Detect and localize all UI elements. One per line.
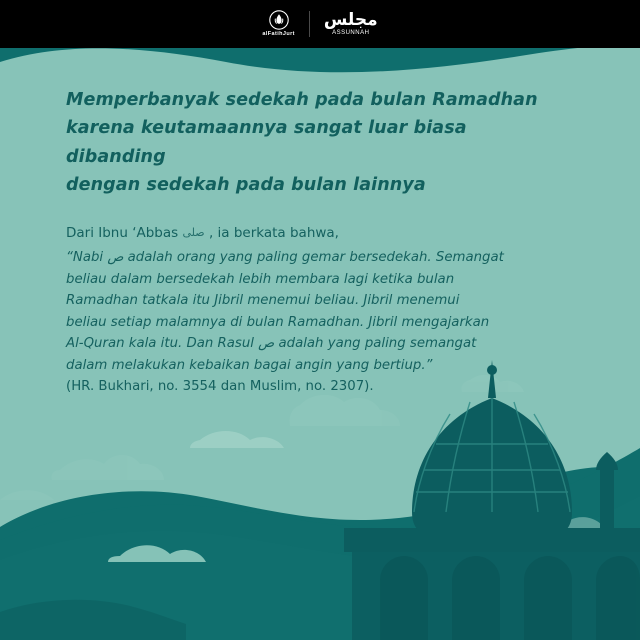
- attribution-line: [66, 223, 572, 244]
- quote-line-2: beliau dalam bersedekah lebih membara lagi ketika bulan: [66, 271, 455, 287]
- quote-line-3: Ramadhan tatkala itu Jibril menemui beliau. Jibril menemui: [66, 293, 460, 309]
- attribution-prefix: Dari Ibnu ‘Abbas: [66, 225, 179, 242]
- attribution-middle: , ia berkata bahwa,: [208, 225, 339, 242]
- arabic-logo-subtitle: ASSUNNAH: [332, 30, 370, 36]
- tulip-flame-icon: [269, 10, 289, 30]
- top-brand-bar: [0, 0, 640, 48]
- quote-line-6: dalam melakukan kebaikan bagai angin yang bertiup.”: [66, 357, 433, 373]
- brand-right: [324, 12, 378, 36]
- brand-left-label: alFatihJurt: [262, 31, 295, 38]
- quote-line-5: Al-Quran kala itu. Dan Rasul ص adalah yang paling semangat: [66, 336, 477, 352]
- headline: [66, 86, 572, 199]
- quote-line-4: beliau setiap malamnya di bulan Ramadhan. Jibril mengajarkan: [66, 314, 490, 330]
- content-block: [66, 86, 572, 398]
- hadith-source: (HR. Bukhari, no. 3554 dan Muslim, no. 2307).: [66, 379, 374, 395]
- brand-divider: [309, 11, 310, 37]
- headline-line-1: Memperbanyak sedekah pada bulan Ramadhan: [66, 90, 538, 110]
- honorific-symbol: صلى: [182, 226, 205, 240]
- quote-line-1: “Nabi ص adalah orang yang paling gemar bersedekah. Semangat: [66, 250, 504, 266]
- brand-left: [262, 10, 295, 38]
- hadith-quote: [66, 247, 572, 376]
- headline-line-3: dengan sedekah pada bulan lainnya: [66, 175, 426, 196]
- arabic-logo-text: مجلس: [323, 10, 378, 30]
- headline-line-2: karena keutamaannya sangat luar biasa dibanding: [66, 118, 467, 167]
